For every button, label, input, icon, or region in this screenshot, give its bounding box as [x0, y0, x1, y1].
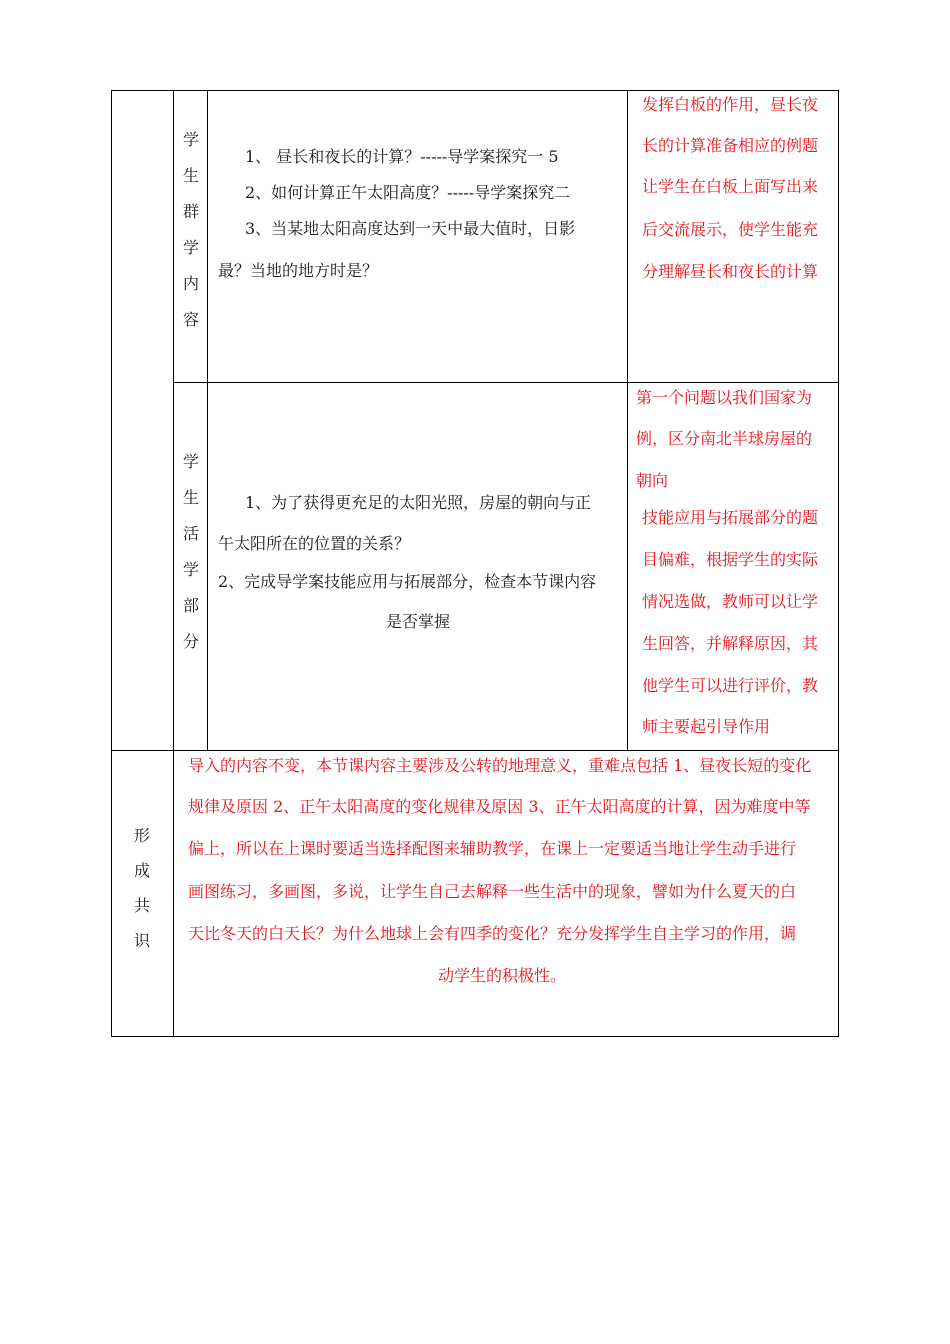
label-char: 活 — [182, 524, 199, 543]
row-label-group-study — [174, 122, 208, 338]
summary-line: 天比冬天的白天长？为什么地球上会有四季的变化？充分发挥学生自主学习的作用，调 — [188, 924, 797, 943]
note-line: 师主要起引导作用 — [642, 717, 771, 736]
summary-line: 规律及原因 2、正午太阳高度的变化规律及原因 3、正午太阳高度的计算，因为难度中等 — [188, 797, 811, 816]
content-line: 1、为了获得更充足的太阳光照，房屋的朝向与正 — [245, 493, 592, 512]
label-char: 学 — [182, 238, 199, 257]
note-line: 让学生在白板上面写出来 — [642, 177, 819, 196]
note-line: 技能应用与拓展部分的题 — [642, 508, 819, 527]
note-line: 朝向 — [636, 471, 669, 490]
label-char: 学 — [182, 452, 199, 471]
content-line: 最？当地的地方时是？ — [218, 261, 379, 280]
note-line: 分理解昼长和夜长的计算 — [642, 262, 819, 281]
label-char: 学 — [182, 130, 199, 149]
summary-line: 导入的内容不变，本节课内容主要涉及公转的地理意义，重难点包括 1、昼夜长短的变化 — [188, 756, 812, 775]
note-line: 例，区分南北半球房屋的 — [636, 429, 813, 448]
label-char: 容 — [182, 310, 199, 329]
note-line: 生回答，并解释原因，其 — [642, 634, 819, 653]
note-line: 情况选做，教师可以让学 — [642, 592, 819, 611]
label-char: 学 — [182, 560, 199, 579]
label-char: 生 — [182, 166, 199, 185]
label-char: 形 — [133, 826, 150, 845]
label-char: 部 — [182, 596, 199, 615]
row-label-active-learning — [174, 444, 208, 660]
label-char: 共 — [133, 896, 150, 915]
summary-line: 偏上，所以在上课时要适当选择配图来辅助教学，在课上一定要适当地让学生动手进行 — [188, 839, 797, 858]
table-bottom-border — [111, 1036, 839, 1037]
table-left-border — [111, 90, 112, 1037]
note-line: 发挥白板的作用，昼长夜 — [642, 95, 819, 114]
content-line: 午太阳所在的位置的关系？ — [218, 534, 411, 553]
label-char: 群 — [182, 202, 199, 221]
note-line: 后交流展示，使学生能充 — [642, 220, 819, 239]
table-right-border — [838, 90, 839, 1037]
content-line: 1、 昼长和夜长的计算？-----导学案探究一 5 — [245, 147, 559, 166]
label-char: 成 — [133, 861, 150, 880]
row-label-consensus — [125, 818, 159, 958]
summary-line: 动学生的积极性。 — [438, 966, 567, 985]
summary-line: 画图练习，多画图，多说，让学生自己去解释一些生活中的现象，譬如为什么夏天的白 — [188, 882, 797, 901]
label-char: 生 — [182, 488, 199, 507]
content-line: 3、当某地太阳高度达到一天中最大值时，日影 — [245, 219, 576, 238]
label-char: 分 — [182, 632, 199, 651]
label-char: 识 — [133, 931, 150, 950]
content-line: 是否掌握 — [386, 612, 451, 631]
column-divider-c — [627, 90, 628, 751]
note-line: 他学生可以进行评价，教 — [642, 676, 819, 695]
content-line: 2、如何计算正午太阳高度？-----导学案探究二 — [245, 183, 571, 202]
note-line: 长的计算准备相应的例题 — [642, 136, 819, 155]
note-line: 第一个问题以我们国家为 — [636, 388, 813, 407]
note-line: 目偏难，根据学生的实际 — [642, 550, 819, 569]
content-line: 2、完成导学案技能应用与拓展部分，检查本节课内容 — [218, 572, 597, 591]
label-char: 内 — [182, 274, 199, 293]
